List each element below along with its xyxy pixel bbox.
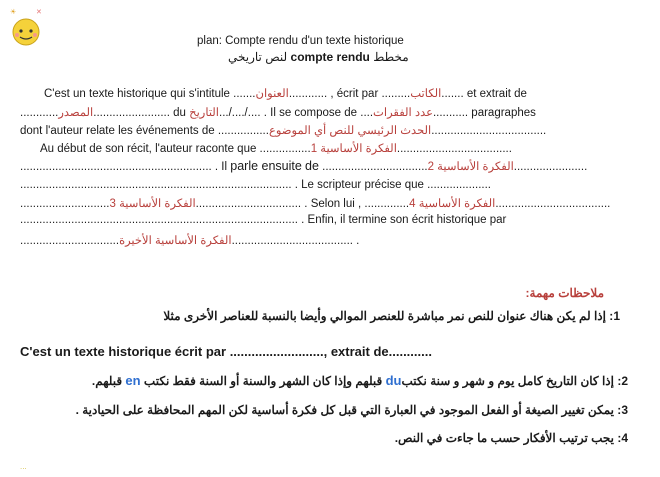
placeholder-idea-2: الفكرة الأساسية 2 xyxy=(427,161,514,173)
text: .................................... xyxy=(495,198,611,210)
text: ............................... xyxy=(20,235,120,247)
placeholder-title: العنوان xyxy=(255,88,289,100)
text: ........................ du xyxy=(93,107,186,119)
page-subtitle xyxy=(228,50,409,64)
footer-watermark: ... xyxy=(20,462,27,471)
notes-heading: ملاحظات مهمة: xyxy=(525,286,604,300)
text: إذا كان التاريخ كامل يوم و شهر و سنة نكتب xyxy=(401,374,618,388)
template-line-4 xyxy=(40,141,512,155)
placeholder-date: التاريخ xyxy=(189,107,219,119)
placeholder-idea-4: الفكرة الأساسية 4 xyxy=(409,198,496,210)
template-line-3 xyxy=(20,123,546,137)
keyword-du: du xyxy=(385,373,402,388)
text: parle ensuite xyxy=(230,159,302,173)
text: ....... et extrait de xyxy=(441,88,527,100)
note-2 xyxy=(92,373,628,388)
template-line-8 xyxy=(20,214,506,226)
text: ....................................................................................... . Enfin, il termine son écrit historique par xyxy=(20,214,507,226)
keyword-en: en xyxy=(125,373,141,388)
subtitle-ar-suffix: لنص تاريخي xyxy=(228,50,288,64)
text: C'est un texte historique qui s'intitule ....... xyxy=(44,88,256,100)
text: ................................. xyxy=(322,161,428,173)
placeholder-source: المصدر xyxy=(58,107,94,119)
emoji-face-logo xyxy=(6,6,46,48)
text: ............ xyxy=(20,107,59,119)
placeholder-author: الكاتب xyxy=(410,88,442,100)
text: قبلهم. xyxy=(91,374,126,388)
svg-text:✕: ✕ xyxy=(36,8,42,16)
text: ............................................................ . Il xyxy=(20,161,228,173)
placeholder-idea-1: الفكرة الأساسية 1 xyxy=(310,143,397,155)
template-line-2 xyxy=(20,105,536,119)
text: ............................ xyxy=(20,198,110,210)
note-2-num: 2: xyxy=(617,374,628,388)
text: ..................................................................................... . Le scripteur précise que .................... xyxy=(20,179,491,191)
template-line-5 xyxy=(20,159,587,173)
text: ................................. . Selon lui , .............. xyxy=(195,198,410,210)
template-line-7 xyxy=(20,196,610,210)
placeholder-paragraph-count: عدد الفقرات xyxy=(373,107,433,119)
note-4: 4: يجب ترتيب الأفكار حسب ما جاءت في النص. xyxy=(394,431,628,445)
text: Au début de son récit, l'auteur raconte que ................ xyxy=(40,143,311,155)
placeholder-idea-3: الفكرة الأساسية 3 xyxy=(109,198,196,210)
note-example: C'est un texte historique écrit par .........................., extrait de............ xyxy=(20,344,432,359)
text: ............ , écrit par ......... xyxy=(288,88,411,100)
placeholder-main-event: الحدث الرئيسي للنص أي الموضوع xyxy=(268,125,432,137)
text: dont l'auteur relate les événements de ................ xyxy=(20,125,269,137)
text: de xyxy=(305,159,319,173)
svg-text:☀: ☀ xyxy=(10,8,17,16)
placeholder-final-idea: الفكرة الأساسية الأخيرة xyxy=(119,235,232,247)
note-3: 3: يمكن تغيير الصيغة أو الفعل الموجود في العبارة التي قبل كل فكرة أساسية لكن المهم المحافظة على الحيادية . xyxy=(75,403,628,417)
subtitle-bold: compte rendu xyxy=(290,50,370,64)
template-line-1 xyxy=(44,86,527,100)
note-1: 1: إذا لم يكن هناك عنوان للنص نمر مباشرة للعنصر الموالي وأيضا بالنسبة للعناصر الأخرى مثلا xyxy=(163,309,620,323)
text: ...................................... . xyxy=(231,235,360,247)
text: ........... paragraphes xyxy=(432,107,536,119)
text: .................................... xyxy=(396,143,512,155)
text: ....................... xyxy=(513,161,588,173)
text: .................................... xyxy=(431,125,547,137)
text: .../..../.... . Il se compose de .... xyxy=(219,107,374,119)
template-line-9 xyxy=(20,233,359,247)
template-line-6 xyxy=(20,179,491,191)
subtitle-ar-prefix: مخطط xyxy=(373,50,409,64)
text: قبلهم وإذا كان الشهر والسنة أو السنة فقط نكتب xyxy=(140,374,386,388)
page-title: plan: Compte rendu d'un texte historique xyxy=(197,35,404,47)
